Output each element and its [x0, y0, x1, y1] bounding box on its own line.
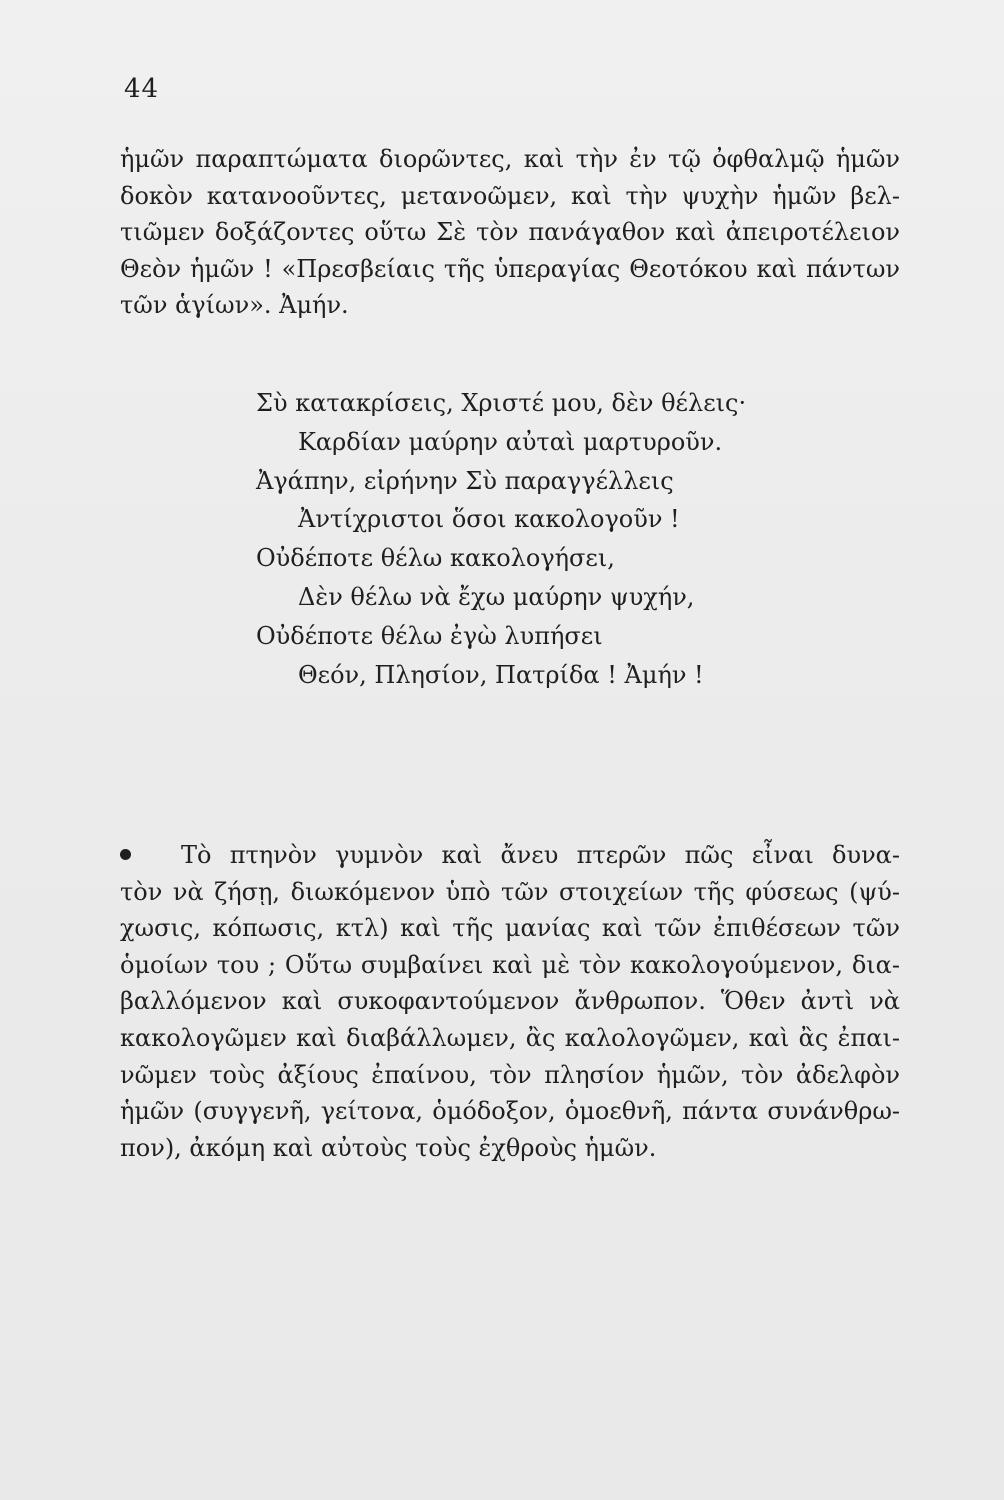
text-line: ὁμοίων του ; Οὕτω συμβαίνει καὶ μὲ τὸν κακολογούμενον, δια- — [120, 950, 900, 979]
poem-verse: Ἀγάπην, εἰρήνην Σὺ παραγγέλλεις — [256, 466, 674, 495]
text-line: δοκὸν κατανοοῦντες, μετανοῶμεν, καὶ τὴν ψυχὴν ἡμῶν βελ- — [120, 181, 900, 210]
text-line: βαλλόμενον καὶ συκοφαντούμενον ἄνθρωπον. Ὅθεν ἀντὶ νὰ — [120, 987, 900, 1016]
poem — [256, 384, 746, 694]
text-line: τῶν ἁγίων». Ἀμήν. — [120, 291, 349, 320]
text-line: Τὸ πτηνὸν γυμνὸν καὶ ἄνευ πτερῶν πῶς εἶναι δυνα- — [181, 841, 900, 869]
poem-verse: Ἀντίχριστοι ὅσοι κακολογοῦν ! — [298, 505, 680, 534]
paragraph-continuation — [120, 141, 900, 324]
poem-verse: Καρδίαν μαύρην αὐταὶ μαρτυροῦν. — [298, 427, 723, 456]
bullet-icon — [120, 849, 131, 860]
poem-verse: Σὺ κατακρίσεις, Χριστέ μου, δὲν θέλεις· — [256, 389, 747, 417]
poem-verse: Οὐδέποτε θέλω ἐγὼ λυπήσει — [256, 621, 603, 650]
text-line: ἡμῶν παραπτώματα διορῶντες, καὶ τὴν ἐν τῷ ὀφθαλμῷ ἡμῶν — [120, 145, 900, 173]
paragraph-bullet — [120, 837, 900, 1166]
text-line: τιῶμεν δοξάζοντες οὕτω Σὲ τὸν πανάγαθον καὶ ἀπειροτέλειον — [120, 218, 900, 247]
text-line: Θεὸν ἡμῶν ! «Πρεσβείαις τῆς ὑπεραγίας Θεοτόκου καὶ πάντων — [120, 254, 900, 283]
text-line: νῶμεν τοὺς ἀξίους ἐπαίνου, τὸν πλησίον ἡμῶν, τὸν ἀδελφὸν — [120, 1060, 900, 1089]
text-line: κακολογῶμεν καὶ διαβάλλωμεν, ἂς καλολογῶμεν, καὶ ἂς ἐπαι- — [120, 1023, 900, 1052]
text-line-first — [120, 837, 900, 874]
page-number: 44 — [124, 74, 160, 104]
poem-verse: Δὲν θέλω νὰ ἔχω μαύρην ψυχήν, — [298, 582, 695, 611]
poem-verse: Θεόν, Πλησίον, Πατρίδα ! Ἀμήν ! — [298, 660, 704, 689]
text-line: ἡμῶν (συγγενῆ, γείτονα, ὁμόδοξον, ὁμοεθνῆ, πάντα συνάνθρω- — [120, 1097, 900, 1126]
text-line: τὸν νὰ ζήσῃ, διωκόμενον ὑπὸ τῶν στοιχείων τῆς φύσεως (ψύ- — [120, 877, 900, 906]
text-line: χωσις, κόπωσις, κτλ) καὶ τῆς μανίας καὶ τῶν ἐπιθέσεων τῶν — [120, 914, 900, 943]
poem-verse: Οὐδέποτε θέλω κακολογήσει, — [256, 544, 615, 573]
text-line: πον), ἀκόμη καὶ αὐτοὺς τοὺς ἐχθροὺς ἡμῶν. — [120, 1133, 657, 1162]
